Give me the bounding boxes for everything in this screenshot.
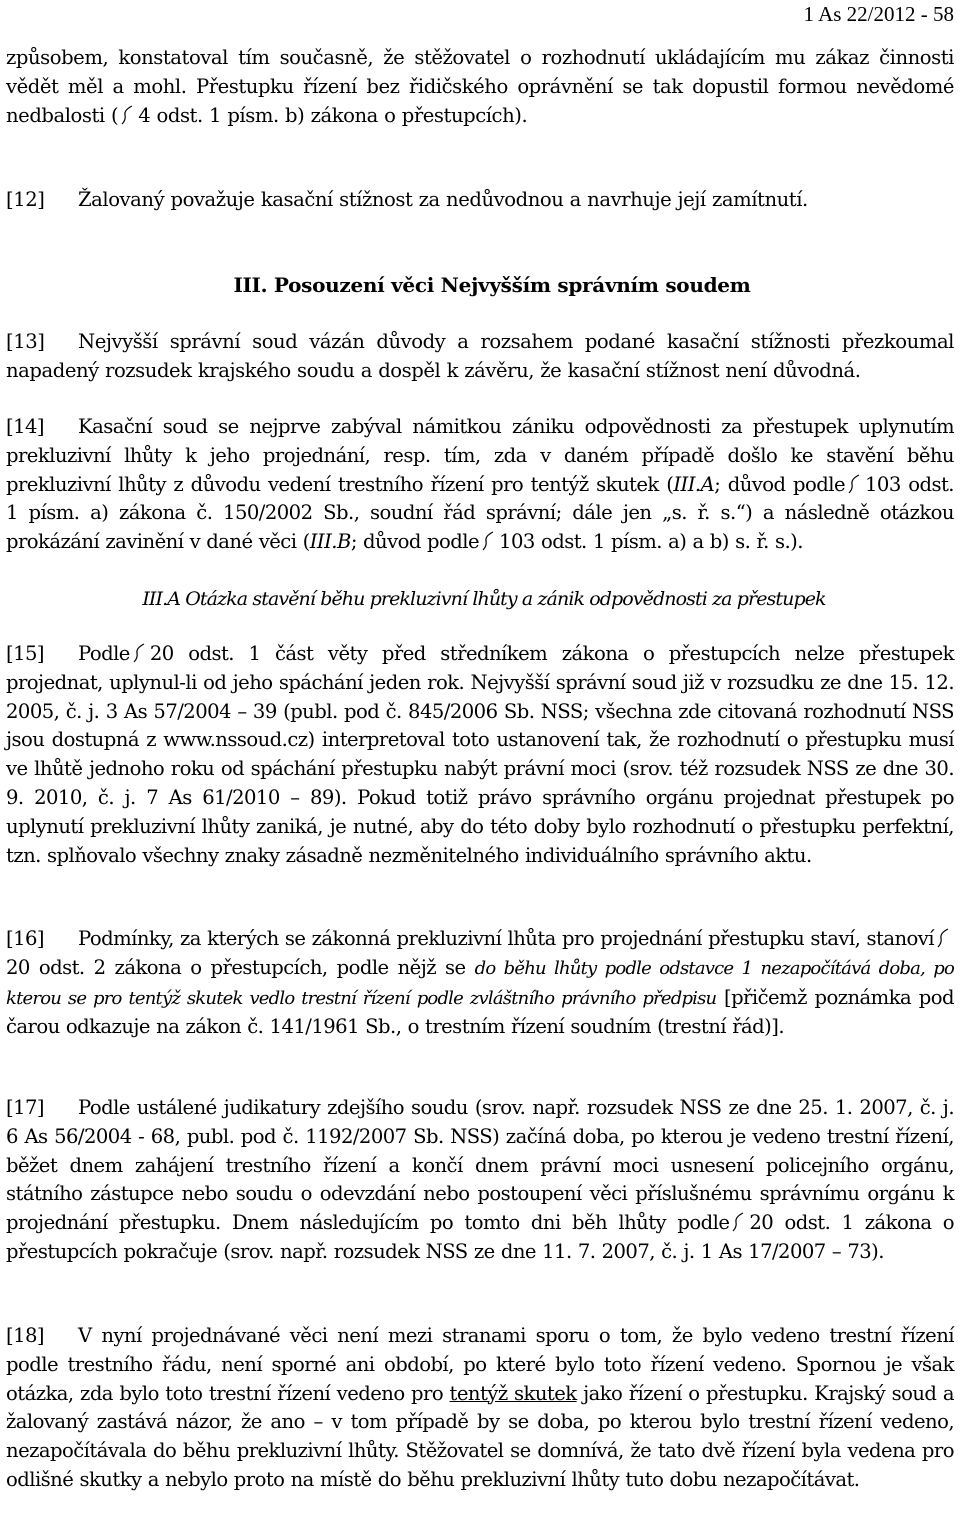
paragraph-number: [14] [6, 415, 45, 438]
paragraph-intro [6, 44, 954, 130]
paragraph-number: [15] [6, 642, 45, 665]
section-heading-iii: III. Posouzení věci Nejvyšším správním soudem [233, 273, 751, 297]
paragraph-15 [6, 640, 954, 870]
paragraph-text: 4 odst. 1 písm. b) zákona o přestupcích). [138, 103, 528, 127]
paragraph-text: Kasační soud se nejprve zabýval námitkou zániku odpovědnosti za přestupek uplynutím prekluzivní lhůty k jeho projednání, resp. tím, zda v daném případě došlo ke stavění běhu prekluzivní lhůty z důvodu vedení trestního řízení pro tentýž skutek ( [6, 415, 954, 496]
paragraph-text: Podmínky, za kterých se zákonná prekluzivní lhůta pro projednání přestupku staví, stanoví [78, 927, 934, 950]
section-sign-icon [132, 642, 146, 664]
paragraph-12 [6, 186, 954, 215]
paragraph-number: [13] [6, 330, 45, 353]
paragraph-text: způsobem, konstatoval tím současně, že stěžovatel o rozhodnutí ukládajícím mu zákaz činnosti vědět měl a mohl. Přestupku řízení bez řidičského oprávnění se tak dopustil formou nevědomé nedbalosti ( [6, 46, 954, 127]
section-sign-icon [936, 927, 950, 949]
section-sign-icon [481, 530, 495, 552]
section-reference: III.B [309, 530, 351, 554]
paragraph-number: [17] [6, 1096, 45, 1119]
paragraph-14 [6, 413, 954, 557]
section-heading-iii-a: III.A Otázka stavění běhu prekluzivní lhůty a zánik odpovědnosti za přestupek [142, 588, 826, 610]
section-sign-icon [120, 104, 134, 126]
paragraph-text: Podle [78, 642, 130, 665]
paragraph-17 [6, 1094, 954, 1267]
paragraph-text: 103 odst. 1 písm. a) zákona č. 150/2002 Sb., soudní řád správní; dále jen „s. ř. s.“) a následně otázkou prokázání zavinění v dané věci ( [6, 472, 954, 554]
case-reference: 1 As 22/2012 - 58 [803, 2, 954, 26]
underlined-term: tentýž skutek [449, 1381, 577, 1405]
paragraph-text: Podle ustálené judikatury zdejšího soudu (srov. např. rozsudek NSS ze dne 25. 1. 2007, č. j. 6 As 56/2004 - 68, publ. pod č. 1192/2007 Sb. NSS) začíná doba, po kterou je vedeno trestní řízení, běžet dnem zahájení trestního řízení a končí dnem právní moci usnesení policejního orgánu, státního zástupce nebo soudu o odevzdání nebo postoupení věci příslušnému správnímu orgánu k projednání přestupku. Dnem následujícím po tomto dni běh lhůty podle [6, 1096, 954, 1235]
paragraph-18 [6, 1322, 954, 1495]
paragraph-text: [přičemž poznámka pod čarou odkazuje na zákon č. 141/1961 Sb., o trestním řízení soudním (trestní řád)]. [6, 985, 955, 1039]
section-reference: III.A [673, 472, 715, 496]
paragraph-number: [12] [6, 188, 45, 211]
paragraph-text: ; důvod podle [350, 530, 480, 554]
paragraph-text: 103 odst. 1 písm. a) a b) s. ř. s.). [499, 530, 803, 554]
paragraph-text: V nyní projednávané věci není mezi stranami sporu o tom, že bylo vedeno trestní řízení podle trestního řádu, není sporné ani období, po které bylo toto řízení vedeno. Spornou je však otázka, zda bylo toto trestní řízení vedeno pro [6, 1324, 954, 1405]
paragraph-text: Žalovaný považuje kasační stížnost za nedůvodnou a navrhuje její zamítnutí. [78, 188, 808, 211]
paragraph-text: 20 odst. 1 zákona o přestupcích pokračuje (srov. např. rozsudek NSS ze dne 11. 7. 2007, č. j. 1 As 17/2007 – 73). [6, 1211, 954, 1263]
paragraph-number: [16] [6, 927, 45, 950]
quoted-statute: do běhu lhůty podle odstavce 1 nezapočítává doba, po kterou se pro tentýž skutek vedlo trestní řízení podle zvláštního právního předpisu [6, 957, 954, 1009]
paragraph-text: ; důvod podle [714, 472, 846, 496]
paragraph-text: Nejvyšší správní soud vázán důvody a rozsahem podané kasační stížnosti přezkoumal napadený rozsudek krajského soudu a dospěl k závěru, že kasační stížnost není důvodná. [6, 330, 954, 382]
paragraph-text: 20 odst. 1 část věty před středníkem zákona o přestupcích nelze přestupek projednat, uplynul-li od jeho spáchání jeden rok. Nejvyšší správní soud již v rozsudku ze dne 15. 12. 2005, č. j. 3 As 57/2004 – 39 (publ. pod č. 845/2006 Sb. NSS; všechna zde citovaná rozhodnutí NSS jsou dostupná z www.nssoud.cz) interpretoval toto ustanovení tak, že rozhodnutí o přestupku musí ve lhůtě jednoho roku od spáchání přestupku nabýt právní moci (srov. též rozsudek NSS ze dne 30. 9. 2010, č. j. 7 As 61/2010 – 89). Pokud totiž právo správního orgánu projednat přestupek po uplynutí prekluzivní lhůty zaniká, je nutné, aby do této doby bylo rozhodnutí o přestupku perfektní, tzn. splňovalo všechny znaky zásadně nezměnitelného individuálního správního aktu. [6, 642, 954, 867]
paragraph-number: [18] [6, 1324, 45, 1347]
section-sign-icon [847, 473, 861, 495]
paragraph-text: 20 odst. 2 zákona o přestupcích, podle nějž se [6, 955, 466, 979]
section-sign-icon [731, 1211, 745, 1233]
paragraph-16 [6, 925, 954, 1042]
paragraph-text: jako řízení o přestupku. Krajský soud a žalovaný zastává názor, že ano – v tom případě by se doba, po kterou bylo trestní řízení vedeno, nezapočítávala do běhu prekluzivní lhůty. Stěžovatel se domnívá, že tato dvě řízení byla vedena pro odlišné skutky a nebylo proto na místě do běhu prekluzivní lhůty tuto dobu nezapočítávat. [6, 1381, 954, 1491]
paragraph-13 [6, 328, 954, 386]
